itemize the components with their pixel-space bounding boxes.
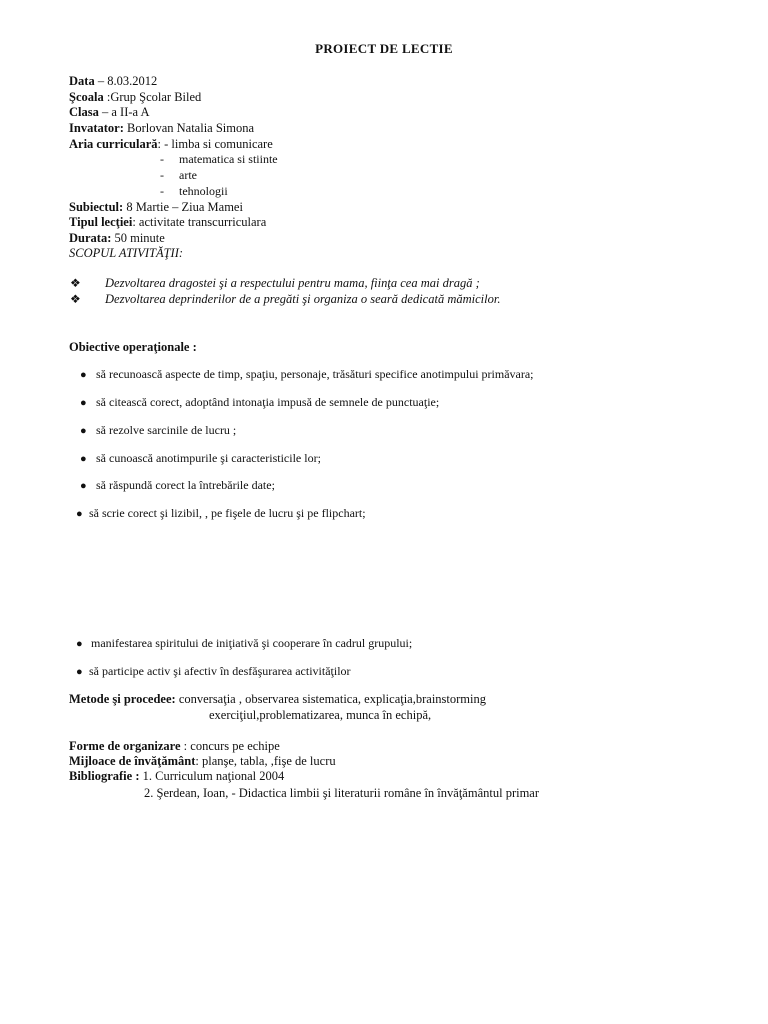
methods-continuation: exerciţiul,problematizarea, munca în echipă, bbox=[209, 708, 432, 722]
subject-line bbox=[69, 200, 243, 215]
curricular-area-label: Aria curriculară bbox=[69, 137, 158, 151]
class-line bbox=[69, 105, 150, 120]
date-value: – 8.03.2012 bbox=[94, 74, 158, 88]
subject-label: Subiectul: bbox=[69, 200, 124, 214]
objective-item: să scrie corect şi lizibil, , pe fişele de lucru şi pe flipchart; bbox=[89, 506, 366, 520]
school-value: :Grup Şcolar Biled bbox=[103, 90, 202, 104]
bullet-icon: ● bbox=[80, 369, 87, 381]
teacher-label: Invatator: bbox=[69, 121, 124, 135]
lesson-type-label: Tipul lecţiei bbox=[69, 215, 133, 229]
school-line bbox=[69, 90, 201, 105]
objective-item: manifestarea spiritului de iniţiativă şi cooperare în cadrul grupului; bbox=[91, 636, 413, 650]
date-label: Data bbox=[69, 74, 95, 88]
methods-line bbox=[69, 692, 486, 707]
diamond-bullet-icon: ❖ bbox=[70, 276, 81, 290]
lesson-type-value: : activitate transcurriculara bbox=[132, 215, 267, 229]
bibliography-label: Bibliografie : bbox=[69, 769, 140, 783]
objective-item: să recunoască aspecte de timp, spaţiu, personaje, trăsături specifice anotimpului primăvara; bbox=[96, 367, 534, 381]
diamond-bullet-icon: ❖ bbox=[70, 292, 81, 306]
bibliography-item: 1. Curriculum naţional 2004 bbox=[139, 769, 285, 783]
curricular-area-item: - matematica si stiinte bbox=[160, 152, 278, 166]
class-value: – a II-a A bbox=[98, 105, 150, 119]
objective-item: să răspundă corect la întrebările date; bbox=[96, 478, 275, 492]
means-line bbox=[69, 754, 336, 769]
objectives-heading: Obiective operaţionale : bbox=[69, 340, 197, 354]
scope-item: Dezvoltarea dragostei şi a respectului pentru mama, fiinţa cea mai dragă ; bbox=[105, 276, 480, 290]
scope-heading: SCOPUL ATIVITĂŢII: bbox=[69, 246, 184, 260]
organization-line bbox=[69, 739, 280, 754]
duration-line bbox=[69, 231, 165, 246]
organization-value: : concurs pe echipe bbox=[180, 739, 280, 753]
lesson-type-line bbox=[69, 215, 266, 230]
objective-item: să rezolve sarcinile de lucru ; bbox=[96, 423, 237, 437]
teacher-line bbox=[69, 121, 254, 136]
bullet-icon: ● bbox=[80, 397, 87, 409]
curricular-area-value: : - limba si comunicare bbox=[157, 137, 273, 151]
duration-value: 50 minute bbox=[111, 231, 165, 245]
date-line bbox=[69, 74, 157, 89]
scope-item: Dezvoltarea deprinderilor de a pregăti şi organiza o seară dedicată mămicilor. bbox=[105, 292, 501, 306]
methods-label: Metode şi procedee: bbox=[69, 692, 176, 706]
bibliography-item: 2. Şerdean, Ioan, - Didactica limbii şi literaturii române în învăţământul primar bbox=[144, 786, 540, 800]
methods-value: conversaţia , observarea sistematica, explicaţia,brainstorming bbox=[175, 692, 486, 706]
teacher-value: Borlovan Natalia Simona bbox=[123, 121, 255, 135]
bullet-icon: ● bbox=[80, 480, 87, 492]
curricular-area-item: - tehnologii bbox=[160, 184, 228, 198]
bullet-icon: ● bbox=[76, 666, 83, 678]
subject-value: 8 Martie – Ziua Mamei bbox=[123, 200, 243, 214]
bullet-icon: ● bbox=[80, 425, 87, 437]
bullet-icon: ● bbox=[76, 638, 83, 650]
school-label: Şcoala bbox=[69, 90, 104, 104]
class-label: Clasa bbox=[69, 105, 99, 119]
bullet-icon: ● bbox=[80, 453, 87, 465]
objective-item: să citească corect, adoptând intonaţia impusă de semnele de punctuaţie; bbox=[96, 395, 440, 409]
bullet-icon: ● bbox=[76, 508, 83, 520]
duration-label: Durata: bbox=[69, 231, 112, 245]
objective-item: să cunoască anotimpurile şi caracteristicile lor; bbox=[96, 451, 321, 465]
means-label: Mijloace de învăţământ bbox=[69, 754, 196, 768]
objective-item: să participe activ şi afectiv în desfăşurarea activităţilor bbox=[89, 664, 351, 678]
bibliography-line bbox=[69, 769, 284, 784]
curricular-area-item: - arte bbox=[160, 168, 197, 182]
document-title: PROIECT DE LECTIE bbox=[315, 41, 453, 56]
curricular-area-line bbox=[69, 137, 273, 152]
organization-label: Forme de organizare bbox=[69, 739, 181, 753]
means-value: : planşe, tabla, ,fişe de lucru bbox=[195, 754, 336, 768]
